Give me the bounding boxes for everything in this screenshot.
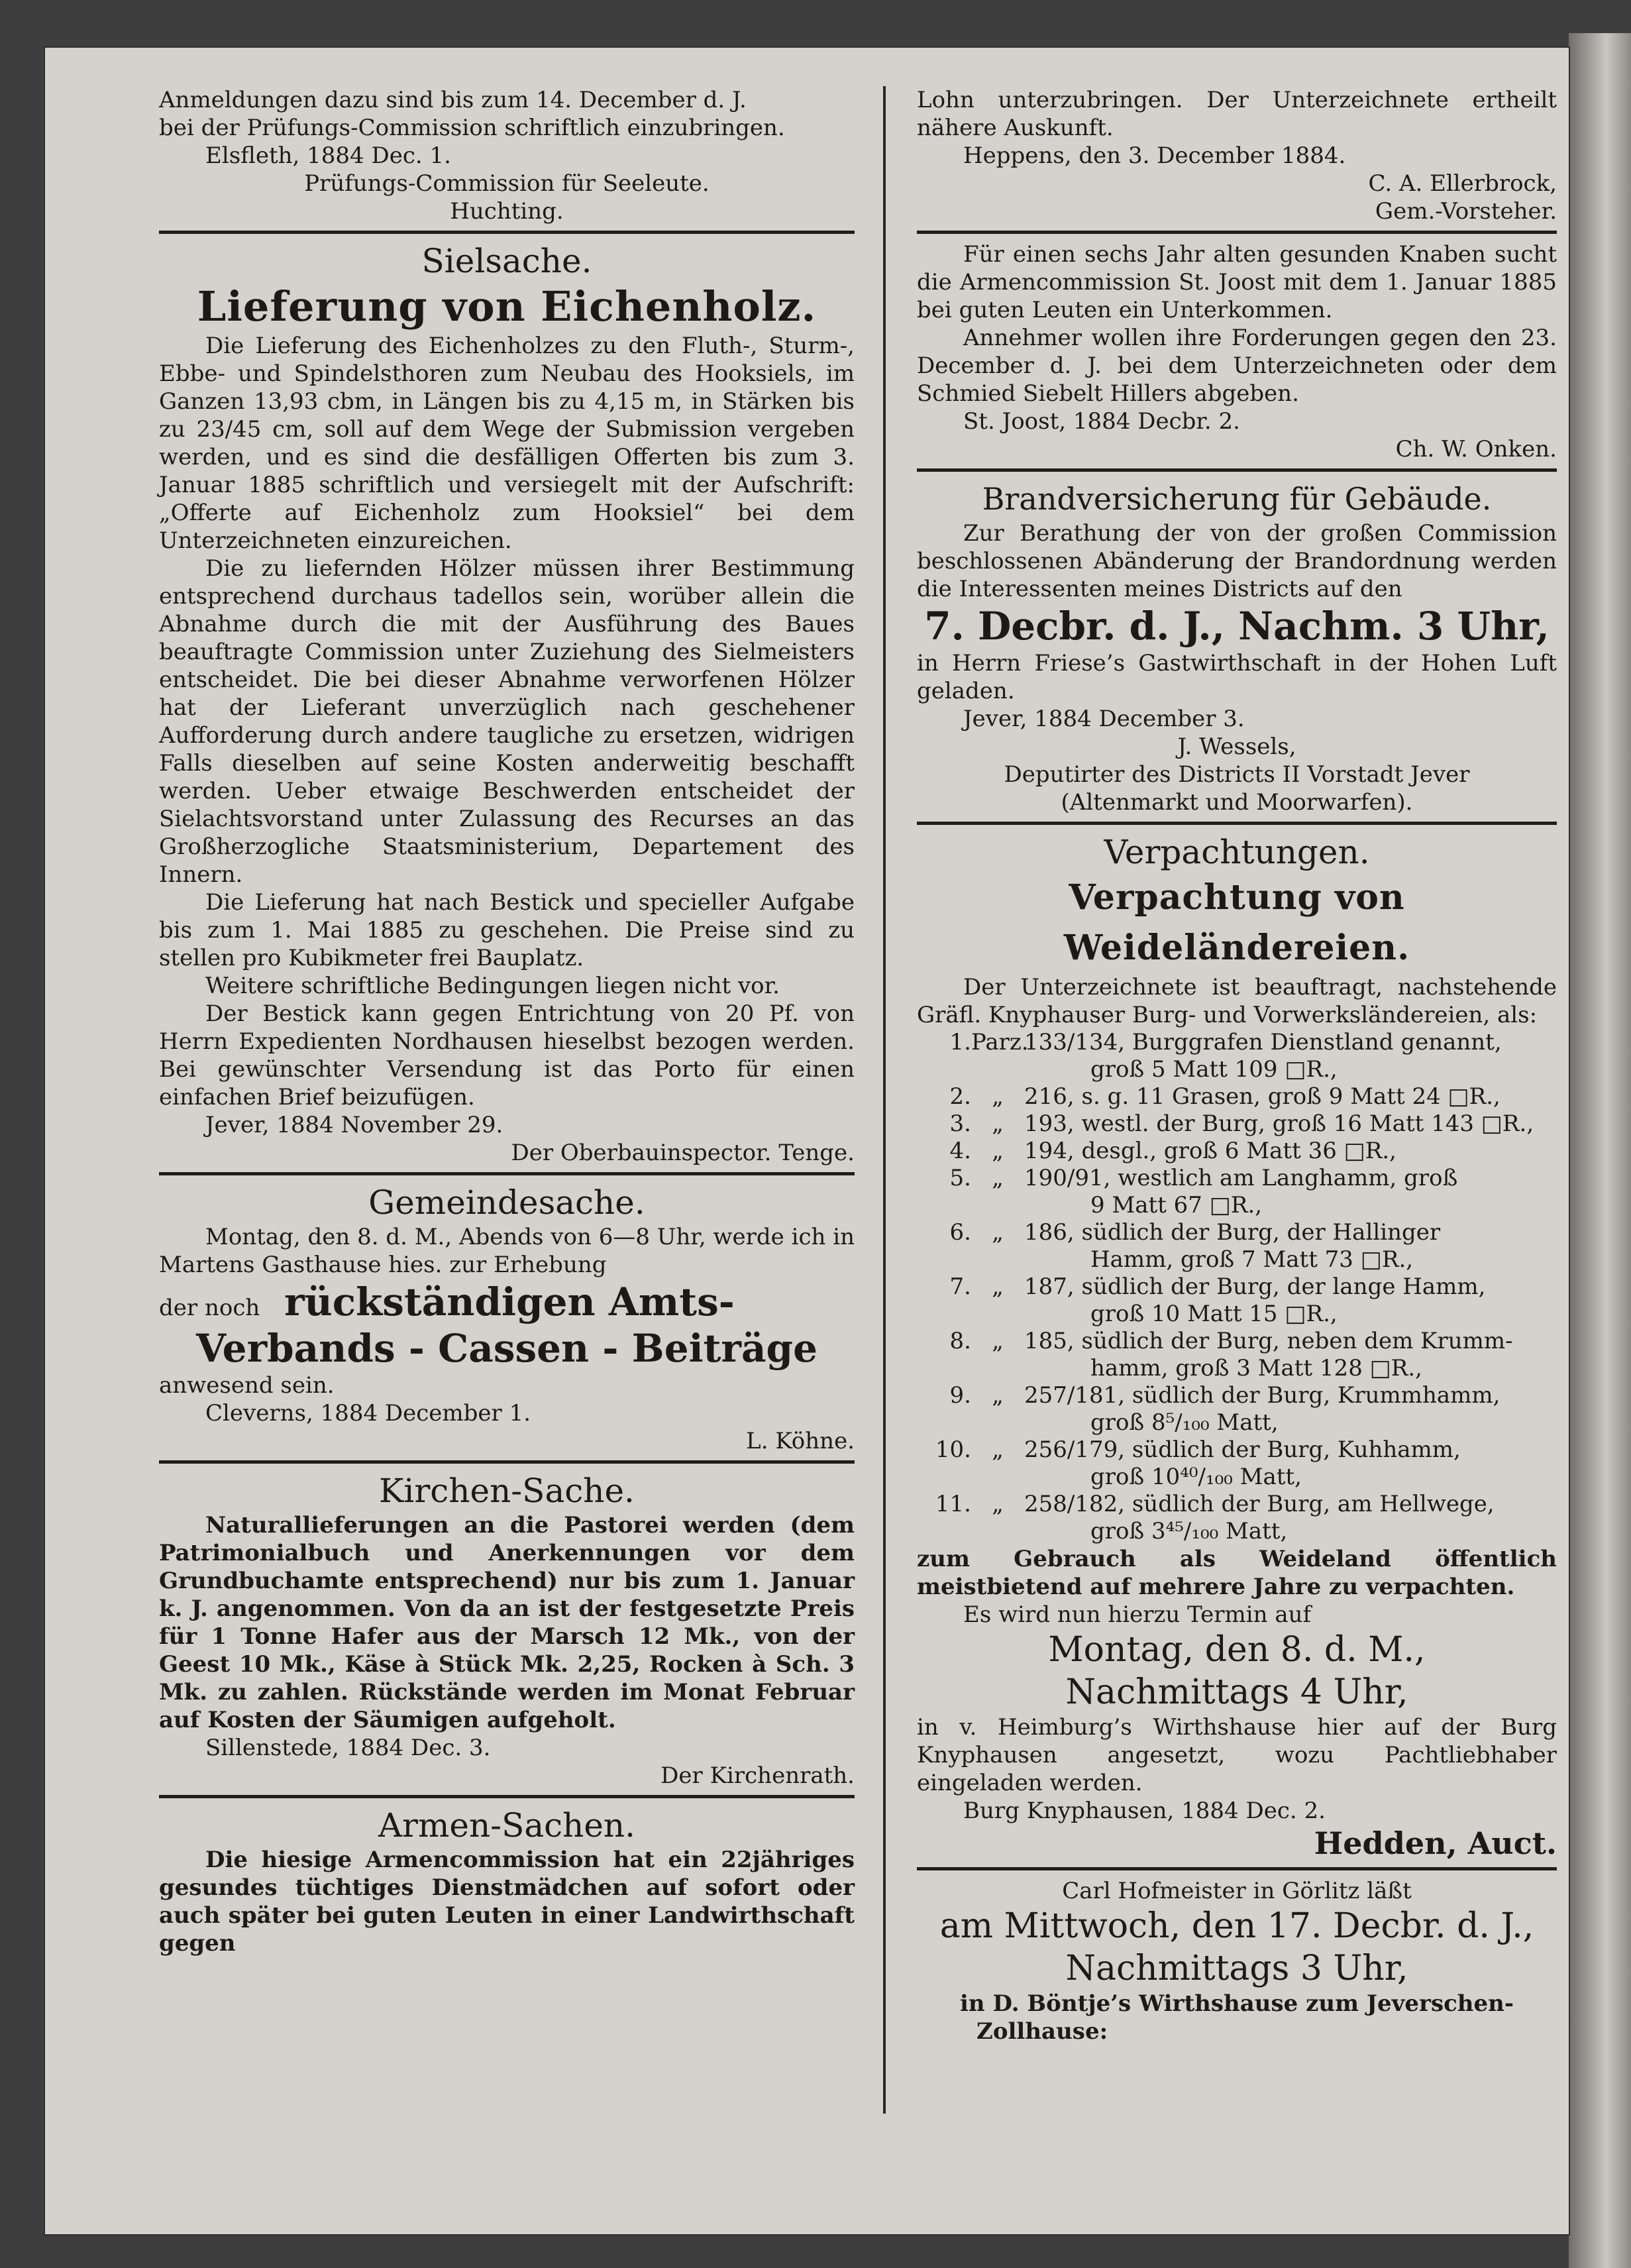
section-rule: [159, 1795, 855, 1798]
paragraph: Zollhause:: [976, 2018, 1108, 2045]
parcel-number: 5.: [949, 1165, 971, 1191]
section-rule: [159, 1172, 855, 1175]
parcel-text-continued: 9 Matt 67 □R.,: [1090, 1192, 1263, 1218]
parcel-number: 7.: [949, 1273, 971, 1300]
dateline: Jever, 1884 December 3.: [963, 706, 1245, 732]
paragraph: Carl Hofmeister in Görlitz läßt: [1062, 1878, 1412, 1904]
parcel-item: [917, 1382, 1557, 1409]
notice-place: Elsfleth, 1884 Dec. 1.: [205, 142, 451, 169]
section-title: Lieferung von Eichenholz.: [197, 282, 817, 331]
parcel-prefix: „: [992, 1382, 1004, 1409]
parcel-text: 257/181, südlich der Burg, Krummhamm,: [1024, 1382, 1500, 1409]
big-text: Montag, den 8. d. M.,: [1048, 1630, 1426, 1670]
parcel-text: 256/179, südlich der Burg, Kuhhamm,: [1024, 1436, 1461, 1463]
paragraph: Die hiesige Armencommission hat ein 22jähriges gesundes tüchtiges Dienstmädchen auf sofort oder auch später bei guten Leuten in einer Landwirthschaft gegen: [159, 1847, 855, 1957]
signature-role: (Altenmarkt und Moorwarfen).: [1061, 789, 1413, 816]
signature: J. Wessels,: [1177, 733, 1296, 760]
parcel-prefix: „: [992, 1165, 1004, 1191]
signature-role: Deputirter des Districts II Vorstadt Jever: [1004, 761, 1470, 788]
dateline: Jever, 1884 November 29.: [205, 1112, 503, 1138]
parcel-text: 186, südlich der Burg, der Hallinger: [1024, 1219, 1441, 1246]
section-title: Brandversicherung für Gebäude.: [982, 481, 1492, 517]
parcel-text: 187, südlich der Burg, der lange Hamm,: [1024, 1273, 1486, 1300]
parcel-number: 3.: [949, 1110, 971, 1137]
parcel-text: 193, westl. der Burg, groß 16 Matt 143 □R.,: [1024, 1110, 1534, 1137]
parcel-item: [917, 1165, 1557, 1192]
parcel-prefix: „: [992, 1491, 1004, 1517]
paragraph: Montag, den 8. d. M., Abends von 6—8 Uhr, werde ich in Martens Gasthause hies. zur Erhebung: [159, 1224, 855, 1278]
column-divider: [883, 86, 886, 2114]
paragraph: Annehmer wollen ihre Forderungen gegen den 23. December d. J. bei dem Unterzeichneten oder dem Schmied Siebelt Hillers abgeben.: [917, 325, 1557, 407]
section-title: Armen-Sachen.: [378, 1806, 636, 1845]
paragraph: in Herrn Friese’s Gastwirthschaft in der Hohen Luft geladen.: [917, 650, 1557, 704]
section-rule: [917, 231, 1557, 234]
paragraph: Der Bestick kann gegen Entrichtung von 20 Pf. von Herrn Expedienten Nordhausen hieselbst bezogen werden. Bei gewünschter Versendung ist das Porto für einen einfachen Brief beizufügen.: [159, 1000, 855, 1110]
signature: L. Köhne.: [746, 1428, 855, 1454]
dateline: Sillenstede, 1884 Dec. 3.: [205, 1735, 491, 1761]
parcel-item: [917, 1083, 1557, 1110]
signature: Der Kirchenrath.: [660, 1762, 855, 1789]
parcel-item: [917, 1219, 1557, 1246]
paragraph: Der Unterzeichnete ist beauftragt, nachstehende Gräfl. Knyphauser Burg- und Vorwerksländereien, als:: [917, 974, 1557, 1028]
parcel-prefix: Parz.: [971, 1029, 1029, 1055]
paragraph: in v. Heimburg’s Wirthshause hier auf der Burg Knyphausen angesetzt, wozu Pachtliebhaber eingeladen werden.: [917, 1714, 1557, 1796]
parcel-number: 11.: [935, 1491, 971, 1517]
notice-intro-line2: bei der Prüfungs-Commission schriftlich einzubringen.: [159, 115, 785, 141]
paragraph: Die Lieferung hat nach Bestick und specieller Aufgabe bis zum 1. Mai 1885 zu geschehen. Die Preise sind zu stellen pro Kubikmeter frei Bauplatz.: [159, 889, 855, 971]
parcel-text-continued: groß 10 Matt 15 □R.,: [1090, 1301, 1338, 1327]
notice-sign: Huchting.: [450, 198, 564, 225]
dateline: Burg Knyphausen, 1884 Dec. 2.: [963, 1798, 1326, 1824]
signature-role: Gem.-Vorsteher.: [1375, 198, 1557, 225]
parcel-text-continued: groß 10⁴⁰/₁₀₀ Matt,: [1090, 1464, 1302, 1490]
parcel-item: [917, 1273, 1557, 1301]
big-text: Verbands - Cassen - Beiträge: [195, 1326, 818, 1371]
paragraph: Zur Berathung der von der großen Commission beschlossenen Abänderung der Brandordnung werden die Interessenten meines Districts auf den: [917, 520, 1557, 602]
signature: Hedden, Auct.: [1314, 1825, 1557, 1861]
parcel-text: 216, s. g. 11 Grasen, groß 9 Matt 24 □R.,: [1024, 1083, 1500, 1110]
section-rule: [917, 1867, 1557, 1870]
paragraph: Die zu liefernden Hölzer müssen ihrer Bestimmung entsprechend durchaus tadellos sein, worüber allein die Abnahme durch die mit der Ausführung des Baues beauftragte Commission unter Zuziehung des Sielmeisters entscheidet. Die bei dieser Abnahme verworfenen Hölzer hat der Lieferant unverzüglich nach geschehener Aufforderung durch andere taugliche zu ersetzen, widrigen Falls dieselben auf seine Kosten anderweitig beschafft werden. Ueber etwaige Beschwerden entscheidet der Sielachtsvorstand unter Zulassung des Recurses an das Großherzogliche Staatsministerium, Departement des Innern.: [159, 555, 855, 888]
paragraph: zum Gebrauch als Weideland öffentlich meistbietend auf mehrere Jahre zu verpachten.: [917, 1546, 1557, 1600]
paragraph: Für einen sechs Jahr alten gesunden Knaben sucht die Armencommission St. Joost mit dem 1. Januar 1885 bei guten Leuten ein Unterkommen.: [917, 241, 1557, 323]
parcel-prefix: „: [992, 1436, 1004, 1463]
parcel-prefix: „: [992, 1138, 1004, 1164]
parcel-text-continued: hamm, groß 3 Matt 128 □R.,: [1090, 1355, 1422, 1381]
parcel-item: [917, 1029, 1557, 1056]
parcel-number: 6.: [949, 1219, 971, 1246]
dateline: Cleverns, 1884 December 1.: [205, 1400, 531, 1427]
parcel-number: 1.: [949, 1029, 971, 1055]
parcel-number: 10.: [935, 1436, 971, 1463]
signature: Ch. W. Onken.: [1395, 436, 1557, 462]
parcel-text: 190/91, westlich am Langhamm, groß: [1024, 1165, 1458, 1191]
emphasis-line: [159, 1279, 855, 1325]
parcel-text-continued: groß 8⁵/₁₀₀ Matt,: [1090, 1409, 1279, 1436]
section-rule: [917, 468, 1557, 472]
signature: C. A. Ellerbrock,: [1368, 170, 1557, 197]
dateline: Heppens, den 3. December 1884.: [963, 142, 1346, 169]
signature: Der Oberbauinspector. Tenge.: [511, 1140, 855, 1166]
section-title: Gemeindesache.: [368, 1183, 645, 1222]
parcel-text-continued: Hamm, groß 7 Matt 73 □R.,: [1090, 1246, 1414, 1273]
paragraph: in D. Böntje’s Wirthshause zum Jeverschen-: [960, 1990, 1514, 2017]
parcel-prefix: „: [992, 1219, 1004, 1246]
section-title: Verpachtung von Weideländereien.: [1063, 877, 1410, 968]
parcel-text: 258/182, südlich der Burg, am Hellwege,: [1024, 1491, 1495, 1517]
parcel-text-continued: groß 3⁴⁵/₁₀₀ Matt,: [1090, 1518, 1288, 1544]
parcel-text: 194, desgl., groß 6 Matt 36 □R.,: [1024, 1138, 1396, 1164]
paragraph: Naturallieferungen an die Pastorei werden (dem Patrimonialbuch und Anerkennungen vor dem Grundbuchamte entsprechend) nur bis zum 1. Januar k. J. angenommen. Von da an ist der festgesetzte Preis für 1 Tonne Hafer aus der Marsch 12 Mk., von der Geest 10 Mk., Käse à Stück Mk. 2,25, Rocken à Sch. 3 Mk. zu zahlen. Rückstände werden im Monat Februar auf Kosten der Säumigen aufgeholt.: [159, 1512, 855, 1733]
parcel-item: [917, 1110, 1557, 1138]
section-rule: [159, 231, 855, 234]
parcel-text: 185, südlich der Burg, neben dem Krumm-: [1024, 1328, 1513, 1354]
parcel-item: [917, 1328, 1557, 1355]
lead-text: der noch: [159, 1295, 260, 1321]
parcel-text-continued: groß 5 Matt 109 □R.,: [1090, 1056, 1338, 1083]
parcel-prefix: „: [992, 1328, 1004, 1354]
parcel-number: 4.: [949, 1138, 971, 1164]
section-title: Kirchen-Sache.: [379, 1472, 635, 1510]
parcel-item: [917, 1138, 1557, 1165]
parcel-list: [917, 1029, 1557, 1545]
right-column: [917, 86, 1557, 2045]
parcel-item: [917, 1491, 1557, 1518]
paragraph: Es wird nun hierzu Termin auf: [963, 1601, 1312, 1628]
big-text: Nachmittags 4 Uhr,: [1065, 1672, 1408, 1712]
big-text: am Mittwoch, den 17. Decbr. d. J.,: [939, 1906, 1534, 1946]
notice-intro-line1: Anmeldungen dazu sind bis zum 14. December d. J.: [159, 87, 747, 113]
section-kicker: Verpachtungen.: [1104, 833, 1370, 871]
paragraph: anwesend sein.: [159, 1372, 335, 1399]
parcel-item: [917, 1436, 1557, 1464]
notice-org: Prüfungs-Commission für Seeleute.: [304, 170, 710, 197]
section-rule: [917, 822, 1557, 825]
big-text: 7. Decbr. d. J., Nachm. 3 Uhr,: [924, 604, 1550, 649]
paragraph: Lohn unterzubringen. Der Unterzeichnete ertheilt nähere Auskunft.: [917, 87, 1557, 141]
left-column: [159, 86, 855, 1957]
parcel-number: 9.: [949, 1382, 971, 1409]
paragraph: Weitere schriftliche Bedingungen liegen nicht vor.: [205, 973, 780, 999]
parcel-prefix: „: [992, 1273, 1004, 1300]
paragraph: Die Lieferung des Eichenholzes zu den Fluth-, Sturm-, Ebbe- und Spindelsthoren zum Neubau des Hooksiels, im Ganzen 13,93 cbm, in Längen bis zu 4,15 m, in Stärken bis zu 23/45 cm, soll auf dem Wege der Submission vergeben werden, und es sind die desfälligen Offerten bis zum 3. Januar 1885 schriftlich und versiegelt mit der Aufschrift: „Offerte auf Eichenholz zum Hooksiel“ bei dem Unterzeichneten einzureichen.: [159, 333, 855, 554]
dateline: St. Joost, 1884 Decbr. 2.: [963, 408, 1240, 435]
section-rule: [159, 1460, 855, 1464]
section-kicker: Sielsache.: [421, 242, 592, 280]
parcel-number: 8.: [949, 1328, 971, 1354]
page-edge: [1569, 33, 1631, 2268]
big-text: Nachmittags 3 Uhr,: [1065, 1949, 1408, 1988]
parcel-prefix: „: [992, 1083, 1004, 1110]
parcel-text: 133/134, Burggrafen Dienstland genannt,: [1024, 1029, 1502, 1055]
big-text: rückständigen Amts-: [284, 1279, 735, 1324]
parcel-number: 2.: [949, 1083, 971, 1110]
parcel-prefix: „: [992, 1110, 1004, 1137]
